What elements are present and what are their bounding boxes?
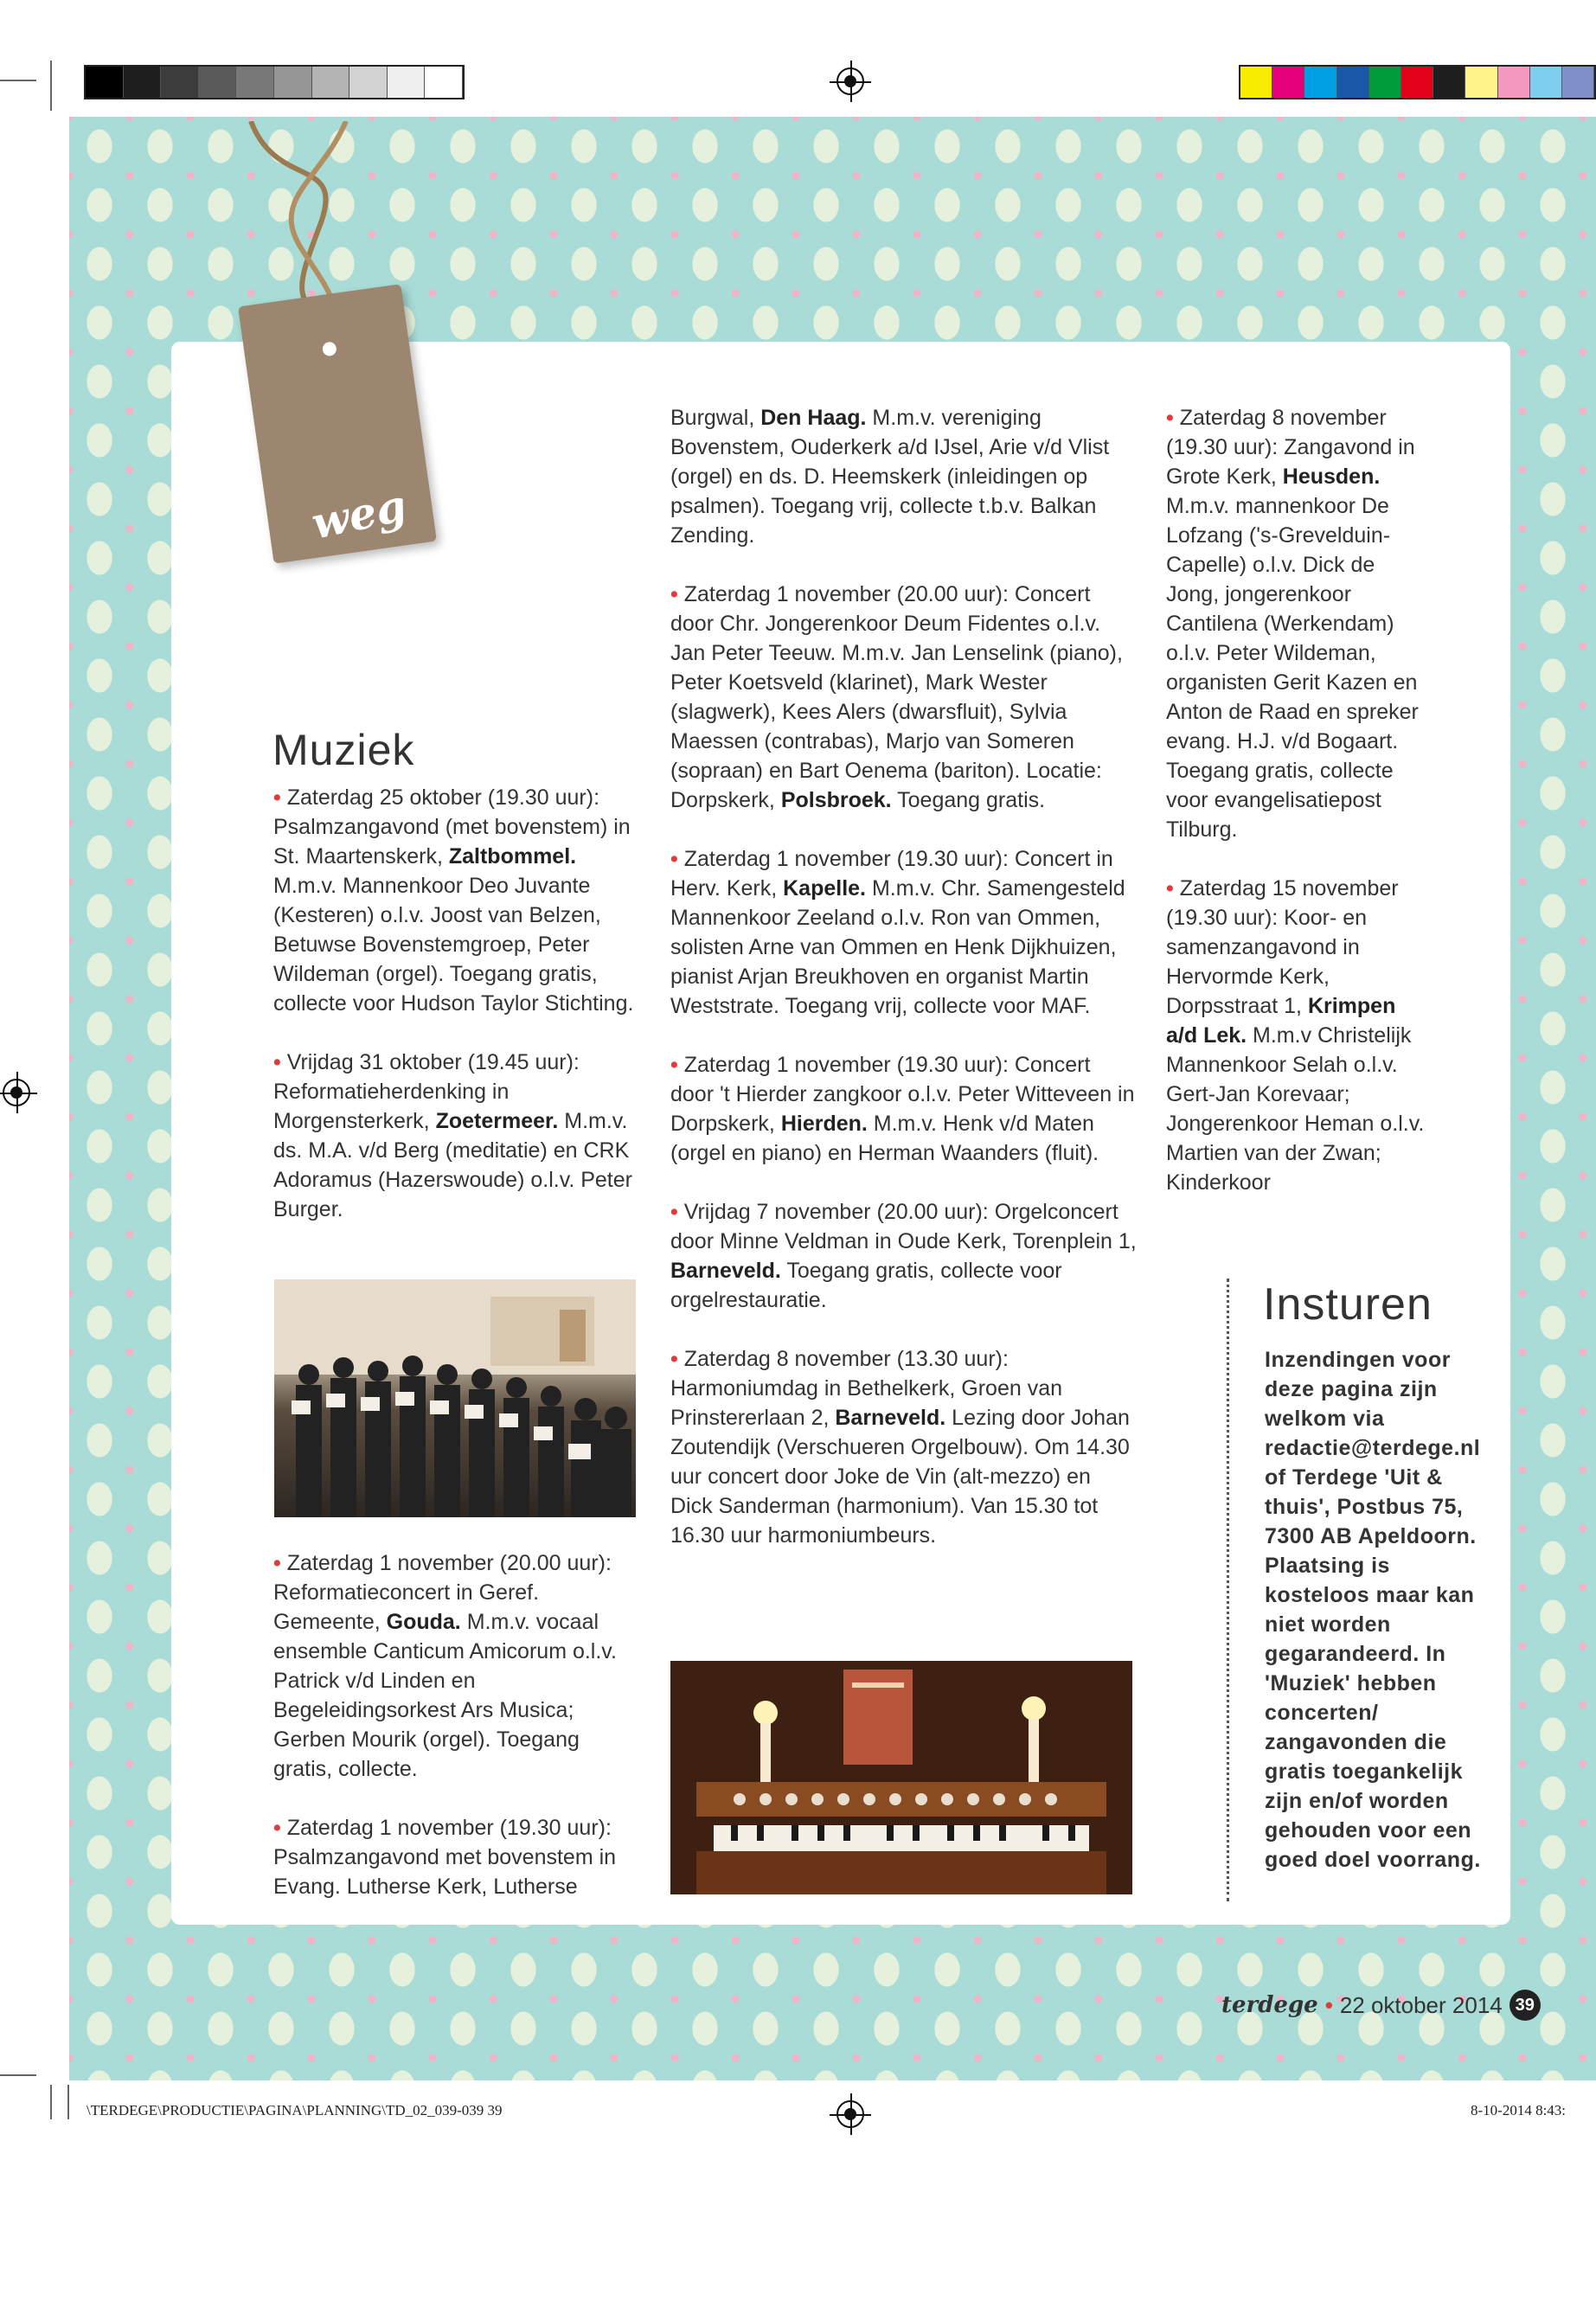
color-swatch: [236, 67, 274, 98]
color-swatch: [388, 67, 426, 98]
registration-mark-icon: [3, 1079, 30, 1106]
event-item: • Zaterdag 25 oktober (19.30 uur): Psalmzangavond (met bovenstem) in St. Maartenskerk, Zaltbommel. M.m.v. Mannenkoor Deo Juvante (Kesteren) o.l.v. Joost van Belzen, Betuwse Bovenstemgroep, Peter Wildeman (orgel). Toegang gratis, collecte voor Hudson Taylor Stichting.: [273, 785, 634, 1016]
crop-mark: [67, 2085, 69, 2119]
grayscale-swatch-strip: [84, 65, 465, 99]
issue-date: 22 oktober 2014: [1339, 1991, 1503, 2018]
tag-hole: [322, 341, 337, 356]
column-right: [1166, 403, 1426, 1227]
harmonium-photo: [670, 1661, 1132, 1894]
crop-mark: [0, 80, 36, 81]
color-swatch: [1272, 67, 1304, 98]
color-swatch: [86, 67, 124, 98]
bullet-icon: •: [273, 1816, 287, 1840]
section-heading-muziek: Muziek: [272, 726, 415, 774]
bullet-icon: •: [1166, 876, 1180, 901]
registration-mark-icon: [836, 2100, 864, 2128]
choir-photo: [274, 1279, 636, 1517]
event-item: • Vrijdag 31 oktober (19.45 uur): Reformatieherdenking in Morgensterkerk, Zoetermeer. M.m.v. ds. M.A. v/d Berg (meditatie) en CRK Adoramus (Hazerswoude) o.l.v. Peter Burger.: [273, 1050, 632, 1221]
color-bar: [1239, 65, 1596, 99]
color-swatch: [1304, 67, 1336, 98]
event-item: • Zaterdag 1 november (19.30 uur): Concert in Herv. Kerk, Kapelle. M.m.v. Chr. Samengesteld Mannenkoor Zeeland o.l.v. Ron van Ommen, solisten Arne van Ommen en Henk Dijkhuizen, pianist Arjan Breukhoven en organist Martin Weststrate. Toegang vrij, collecte voor MAF.: [670, 847, 1125, 1018]
color-swatch: [1433, 67, 1465, 98]
column-middle: [670, 403, 1138, 1580]
color-swatch: [199, 67, 237, 98]
bullet-icon: •: [273, 1050, 287, 1074]
bullet-icon: •: [273, 785, 287, 810]
tag-label: weg: [307, 479, 411, 549]
color-swatch: [1337, 67, 1369, 98]
color-swatch: [1369, 67, 1401, 98]
column-left: [273, 783, 637, 1253]
event-item: • Zaterdag 8 november (19.30 uur): Zangavond in Grote Kerk, Heusden. M.m.v. mannenkoor De Lofzang ('s-Grevelduin-Capelle) o.l.v. Dick de Jong, jongerenkoor Cantilena (Werkendam) o.l.v. Peter Wildeman, organisten Gerit Kazen en Anton de Raad en spreker evang. H.J. v/d Bogaart. Toegang gratis, collecte voor evangelisatiepost Tilburg.: [1166, 406, 1419, 842]
color-swatch: [425, 67, 463, 98]
color-swatch: [124, 67, 162, 98]
page-number: 39: [1509, 1990, 1541, 2021]
color-swatch: [1562, 67, 1594, 98]
brand-logo: terdege: [1221, 1992, 1318, 2018]
crop-mark: [50, 2085, 52, 2119]
column-left-lower: [273, 1548, 637, 1931]
page-footer: [1221, 1990, 1541, 2021]
bullet-icon: •: [670, 582, 684, 606]
registration-mark-icon: [836, 67, 864, 95]
bullet-icon: •: [1166, 406, 1180, 430]
event-item: • Vrijdag 7 november (20.00 uur): Orgelconcert door Minne Veldman in Oude Kerk, Torenplein 1, Barneveld. Toegang gratis, collecte voor orgelrestauratie.: [670, 1200, 1137, 1312]
event-item: • Zaterdag 1 november (19.30 uur): Psalmzangavond met bovenstem in Evang. Lutherse Kerk, Lutherse: [273, 1816, 617, 1899]
crop-mark: [50, 61, 52, 111]
section-heading-insturen: Insturen: [1263, 1279, 1433, 1330]
color-swatch: [1240, 67, 1272, 98]
event-item: • Zaterdag 8 november (13.30 uur): Harmoniumdag in Bethelkerk, Groen van Prinstererlaan 2, Barneveld. Lezing door Johan Zoutendijk (Verschueren Orgelbouw). Om 14.30 uur concert door Joke de Vin (alt-mezzo) en Dick Sanderman (harmonium). Van 15.30 tot 16.30 uur harmoniumbeurs.: [670, 1347, 1130, 1548]
bullet-icon: •: [670, 847, 684, 871]
color-swatch: [161, 67, 199, 98]
event-item: • Zaterdag 1 november (20.00 uur): Reformatieconcert in Geref. Gemeente, Gouda. M.m.v. vocaal ensemble Canticum Amicorum o.l.v. Patrick v/d Linden en Begeleidingsorkest Ars Musica; Gerben Mourik (orgel). Toegang gratis, collecte.: [273, 1551, 617, 1781]
bullet-icon: •: [1324, 1991, 1333, 2018]
event-item: • Zaterdag 1 november (20.00 uur): Concert door Chr. Jongerenkoor Deum Fidentes o.l.v. Jan Peter Teeuw. M.m.v. Jan Lenselink (piano), Peter Koetsveld (klarinet), Mark Wester (slagwerk), Kees Alers (dwarsfluit), Sylvia Maessen (contrabas), Marjo van Someren (sopraan) en Bart Oenema (bariton). Locatie: Dorpskerk, Polsbroek. Toegang gratis.: [670, 582, 1123, 812]
slug-path: \TERDEGE\PRODUCTIE\PAGINA\PLANNING\TD_02_039-039 39: [87, 2102, 503, 2118]
crop-mark: [0, 2074, 36, 2076]
color-swatch: [1498, 67, 1530, 98]
event-item: • Zaterdag 15 november (19.30 uur): Koor- en samenzangavond in Hervormde Kerk, Dorpsstraat 1, Krimpen a/d Lek. M.m.v Christelijk Mannenkoor Selah o.l.v. Gert-Jan Korevaar; Jongerenkoor Heman o.l.v. Martien van der Zwan; Kinderkoor: [1166, 876, 1425, 1195]
bullet-icon: •: [670, 1347, 684, 1371]
color-swatch: [349, 67, 388, 98]
color-swatch: [312, 67, 350, 98]
insturen-text: Inzendingen voor deze pagina zijn welkom via redactie@terdege.nl of Terdege 'Uit & thuis', Postbus 75, 7300 AB Apeldoorn. Plaatsing is kosteloos maar kan niet worden gegarandeerd. In 'Muziek' hebben concerten/ zangavonden die gratis toegankelijk zijn en/of worden gehouden voor een goed doel voorrang.: [1265, 1348, 1481, 1872]
event-item: • Zaterdag 1 november (19.30 uur): Concert door 't Hierder zangkoor o.l.v. Peter Witteveen in Dorpskerk, Hierden. M.m.v. Henk v/d Maten (orgel en piano) en Herman Waanders (fluit).: [670, 1053, 1135, 1165]
color-swatch: [1465, 67, 1497, 98]
bullet-icon: •: [670, 1053, 684, 1077]
bullet-icon: •: [670, 1200, 684, 1224]
color-swatch: [1401, 67, 1433, 98]
event-item-continued: Burgwal, Den Haag. M.m.v. vereniging Bovenstem, Ouderkerk a/d IJsel, Arie v/d Vlist (orgel) en ds. D. Heemskerk (inleidingen op psalmen). Toegang vrij, collecte t.b.v. Balkan Zending.: [670, 406, 1110, 548]
slug-timestamp: 8-10-2014 8:43:: [1471, 2102, 1567, 2118]
bullet-icon: •: [273, 1551, 287, 1575]
color-swatch: [274, 67, 312, 98]
color-swatch: [1530, 67, 1562, 98]
